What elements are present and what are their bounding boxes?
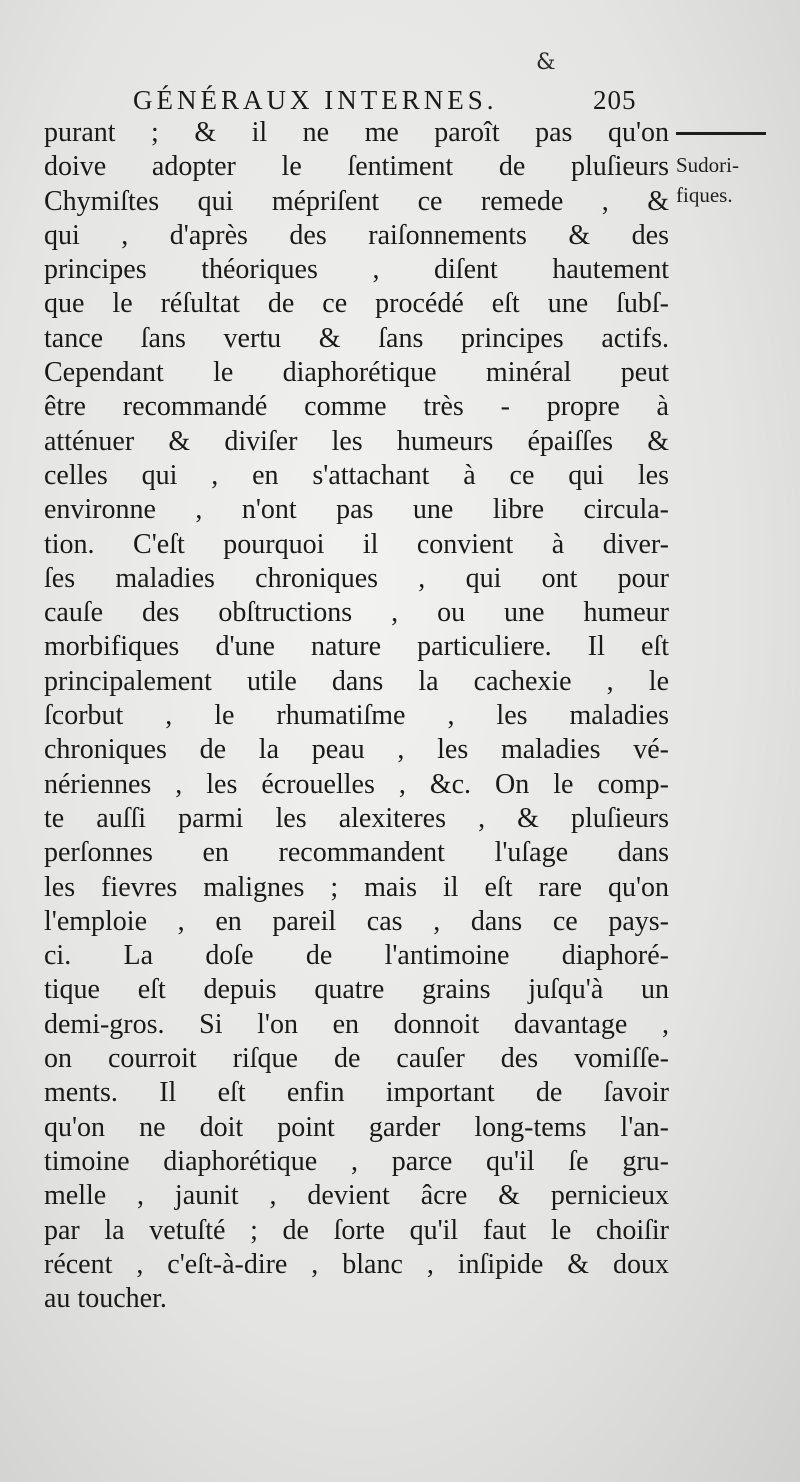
text-line: ci. La doſe de l'antimoine diaphoré- <box>44 940 669 972</box>
text-line: tance ſans vertu & ſans principes actifs. <box>44 322 669 354</box>
text-line: purant ; & il ne me paroît pas qu'on <box>44 117 669 148</box>
text-line: principalement utile dans la cachexie , le <box>44 665 669 697</box>
text-line: ments. Il eſt enfin important de ſavoir <box>44 1077 669 1109</box>
text-line: te auſſi parmi les alexiteres , & pluſieurs <box>44 802 669 834</box>
margin-note-line: Sudori- <box>676 153 739 177</box>
margin-note-line: fiques. <box>676 183 733 207</box>
text-line: perſonnes en recommandent l'uſage dans <box>44 837 669 869</box>
text-line: tion. C'eſt pourquoi il convient à diver- <box>44 528 669 560</box>
margin-note <box>676 150 786 210</box>
text-line: au toucher. <box>44 1283 167 1315</box>
text-line: environne , n'ont pas une libre circula- <box>44 494 669 526</box>
text-line: celles qui , en s'attachant à ce qui les <box>44 459 669 491</box>
text-line: être recommandé comme très - propre à <box>44 391 669 423</box>
text-line: récent , c'eſt-à-dire , blanc , inſipide & doux <box>44 1248 669 1280</box>
page-number: 205 <box>593 85 637 115</box>
text-line: principes théoriques , diſent hautement <box>44 254 669 286</box>
text-line: melle , jaunit , devient âcre & pernicieux <box>44 1180 669 1212</box>
margin-rule <box>676 132 766 135</box>
text-line: tique eſt depuis quatre grains juſqu'à un <box>44 974 669 1006</box>
text-line: Cependant le diaphorétique minéral peut <box>44 357 669 389</box>
text-line: Chymiſtes qui mépriſent ce remede , & <box>44 185 669 217</box>
ink-mark: & <box>536 50 556 75</box>
text-line: on courroit riſque de cauſer des vomiſſe- <box>44 1043 669 1075</box>
text-line: atténuer & diviſer les humeurs épaiſſes & <box>44 425 669 457</box>
text-line: morbifiques d'une nature particuliere. Il eſt <box>44 631 669 663</box>
text-line: ſcorbut , le rhumatiſme , les maladies <box>44 700 669 732</box>
text-line: doive adopter le ſentiment de pluſieurs <box>44 151 669 183</box>
text-line: cauſe des obſtructions , ou une humeur <box>44 597 669 629</box>
text-line: qui , d'après des raiſonnements & des <box>44 219 669 251</box>
text-line: nériennes , les écrouelles , &c. On le comp- <box>44 768 669 800</box>
text-line: qu'on ne doit point garder long-tems l'an- <box>44 1111 669 1143</box>
text-line: chroniques de la peau , les maladies vé- <box>44 734 669 766</box>
text-line: que le réſultat de ce procédé eſt une ſubſ- <box>44 288 669 320</box>
text-line: l'emploie , en pareil cas , dans ce pays- <box>44 905 669 937</box>
text-line: demi-gros. Si l'on en donnoit davantage , <box>44 1008 669 1040</box>
text-line: par la vetuſté ; de ſorte qu'il faut le choiſir <box>44 1214 669 1246</box>
body-text <box>44 116 669 1316</box>
text-line: les fievres malignes ; mais il eſt rare qu'on <box>44 871 669 903</box>
running-head: GÉNÉRAUX INTERNES. <box>133 85 498 115</box>
text-line: ſes maladies chroniques , qui ont pour <box>44 562 669 594</box>
text-line: timoine diaphorétique , parce qu'il ſe gru- <box>44 1145 669 1177</box>
